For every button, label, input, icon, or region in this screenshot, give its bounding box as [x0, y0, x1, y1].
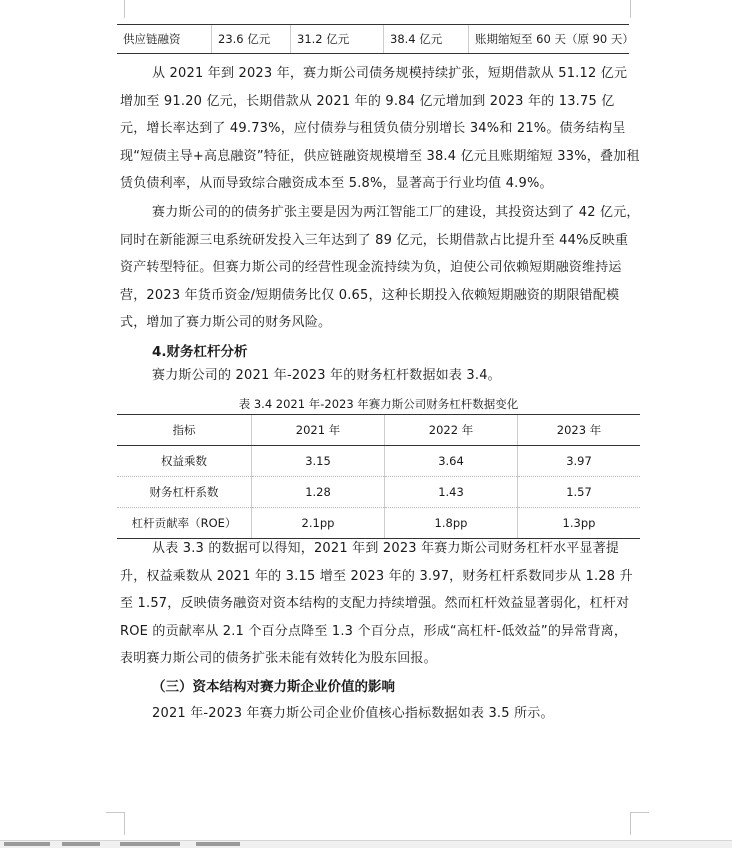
paragraph-text: 赛力斯公司的的债务扩张主要是因为两江智能工厂的建设，其投资达到了 42 亿元，同时在新能源三电系统研发投入三年达到了 89 亿元，长期借款占比提升至 44%反映重资产转型特征。但赛力斯公司的经营性现金流持续为负，迫使公司依赖短期融资维持运营，2023 年货币资金/短期债务比仅 0.65，这种长期投入依赖短期融资的期限错配模式，增加了赛力斯公司的财务风险。: [120, 205, 640, 330]
column-header: 2023 年: [518, 415, 641, 446]
table-cell: 3.97: [518, 446, 641, 477]
paragraph-text: 2021 年-2023 年赛力斯公司企业价值核心指标数据如表 3.5 所示。: [152, 706, 554, 721]
status-bar-fragment: [196, 842, 240, 846]
table-caption: 表 3.4 2021 年-2023 年赛力斯公司财务杠杆数据变化: [238, 397, 519, 411]
table-cell: 31.2 亿元: [291, 25, 384, 54]
table-cell: 财务杠杆系数: [117, 477, 252, 508]
crop-mark-bottom-left: [106, 812, 125, 835]
leverage-table: [117, 414, 640, 539]
table-row: [117, 446, 640, 477]
table-cell: 供应链融资: [117, 25, 212, 54]
table-cell: 23.6 亿元: [212, 25, 291, 54]
table-cell: 1.8pp: [385, 508, 518, 539]
table-cell: 3.15: [252, 446, 385, 477]
paragraph-text: 从 2021 年到 2023 年，赛力斯公司债务规模持续扩张，短期借款从 51.12 亿元增加至 91.20 亿元，长期借款从 2021 年的 9.84 亿元增加到 2023 年的 13.75 亿元，增长率达到了 49.73%，应付债券与租赁负债分别增长 34%和 21%。债务结构呈现“短债主导+高息融资”特征，供应链融资规模增至 38.4 亿元且账期缩短 33%，叠加租赁负债利率，从而导致综合融资成本至 5.8%，显著高于行业均值 4.9%。: [120, 66, 640, 191]
supply-chain-table: [117, 24, 634, 54]
table-cell: 38.4 亿元: [384, 25, 469, 54]
status-bar-fragment: [62, 842, 100, 846]
crop-mark-top-right: [630, 0, 649, 18]
intro-leverage: [120, 362, 640, 390]
table-cell: 1.43: [385, 477, 518, 508]
crop-mark-bottom-right: [630, 812, 649, 835]
table-cell: 1.28: [252, 477, 385, 508]
intro-enterprise-value: [120, 700, 640, 728]
table-header-row: [117, 415, 640, 446]
heading-capital-structure: （三）资本结构对赛力斯企业价值的影响: [152, 679, 395, 695]
paragraph-text: 从表 3.3 的数据可以得知，2021 年到 2023 年赛力斯公司财务杠杆水平显著提升，权益乘数从 2021 年的 3.15 增至 2023 年的 3.97，财务杠杆系数同步从 1.28 升至 1.57，反映债务融资对资本结构的支配力持续增强。然而杠杆效益显著弱化，杠杆对 ROE 的贡献率从 2.1 个百分点降至 1.3 个百分点，形成“高杠杆-低效益”的异常背离，表明赛力斯公司的债务扩张未能有效转化为股东回报。: [120, 541, 633, 666]
paragraph-text: 赛力斯公司的 2021 年-2023 年的财务杠杆数据如表 3.4。: [152, 368, 501, 383]
table-cell: 2.1pp: [252, 508, 385, 539]
table-cell: 3.64: [385, 446, 518, 477]
table-row: [117, 25, 629, 54]
table-cell: 1.3pp: [518, 508, 641, 539]
status-bar-fragment: [120, 842, 180, 846]
table-cell: 权益乘数: [117, 446, 252, 477]
table-row: [117, 477, 640, 508]
table-cell: 账期缩短至 60 天（原 90 天）: [469, 25, 630, 54]
column-header: 指标: [117, 415, 252, 446]
paragraph-debt-cause: [120, 199, 640, 337]
status-bar-fragment: [4, 842, 50, 846]
table-cell: 杠杆贡献率（ROE）: [117, 508, 252, 539]
paragraph-debt-scale: [120, 60, 640, 198]
column-header: 2021 年: [252, 415, 385, 446]
table-row: [117, 508, 640, 539]
column-header: 2022 年: [385, 415, 518, 446]
crop-mark-top-left: [106, 0, 125, 18]
heading-financial-leverage: 4.财务杠杆分析: [152, 344, 248, 360]
table-cell: 1.57: [518, 477, 641, 508]
paragraph-leverage-analysis: [120, 535, 640, 673]
